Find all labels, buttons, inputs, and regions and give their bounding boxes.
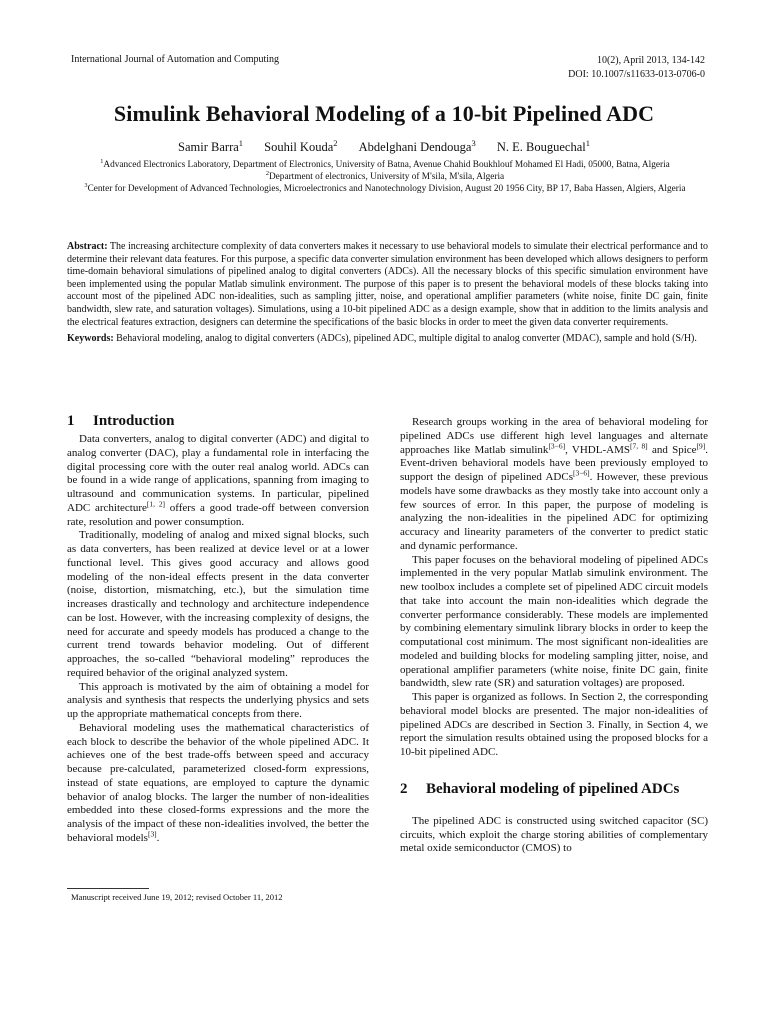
- issue-info: [568, 54, 705, 82]
- right-column: [400, 416, 708, 856]
- body-paragraph: Research groups working in the area of behavioral modeling for pipelined ADCs use different high level languages and alternate approaches like Matlab simulink[3−6], VHDL-AMS[7, 8] and Spice[9]. Event-driven behavioral models have been previously employed to support the design of pipelined ADCs[3−6]. However, these previous models have some drawbacks as they mostly take into account only a few sources of error. In this paper, the purpose of modeling is analyzing the non-idealities in the pipelined ADC for optimizing accuracy and linearity parameters of the converter to predict static and dynamic performance.: [400, 416, 708, 552]
- abstract-label: Abstract:: [67, 241, 108, 252]
- body-paragraph: This paper focuses on the behavioral modeling of pipelined ADCs implemented in the very popular Matlab simulink environment. The new toolbox includes a complete set of pipelined ADC circuit models that take into account the main non-idealities which degrade the converter performance considerably. These models are implemented by combining elementary simulink library blocks in order to keep the computational cost minimum. The most significant non-idealities are modeled and building blocks for modeling sampling jitter, noise, and operational amplifier parameters (white noise, finite DC gain, finite bandwidth, slew rate (SR) and saturation voltages) are proposed.: [400, 553, 708, 690]
- issue-volume: 10(2), April 2013, 134-142: [596, 55, 705, 66]
- abstract: [67, 241, 708, 329]
- author: Souhil Kouda$^2$: [264, 137, 338, 154]
- doi: DOI: 10.1007/s11633-013-0706-0: [568, 69, 705, 80]
- section-heading-introduction: 1 Introduction: [67, 413, 175, 429]
- intro-paragraph: Traditionally, modeling of analog and mixed signal blocks, such as data converters, has been realized at device level or at a lower functional level. This gives good accuracy and allows good modeling of the non-ideal effects present in the data converter (noise, distortion, mismatching, etc.), but the simulation time increases drastically and technology and architecture independence can be lost. However, with the increasing complexity of designs, the need for accurate and speedy models has produced a change to the current trend towards behavior modeling. Out of different approaches, the so-called “behavioral modeling” reproduces the required behavior of the original analyzed system.: [67, 529, 369, 679]
- affiliations: [80, 159, 690, 195]
- keywords: [67, 333, 708, 346]
- body-paragraph: The pipelined ADC is constructed using switched capacitor (SC) circuits, which exploit the charge storing abilities of complementary metal oxide semiconductor (CMOS) to: [400, 814, 708, 855]
- intro-paragraph: This approach is motivated by the aim of obtaining a model for analysis and synthesis that respects the underlying physics and sets up the appropriate mathematical concepts from there.: [67, 680, 369, 720]
- keywords-label: Keywords:: [67, 333, 114, 344]
- abstract-text: The increasing architecture complexity of data converters makes it necessary to use behavioral models to simulate their electrical performance and to determine their relevant data features. For this purpose, a specific data converter simulation environment has been developed which allows designers to perform time-domain behavioral simulations of pipelined analog to digital converters (ADCs). All the necessary blocks of this specific simulation environment have been implemented using the popular Matlab simulink environment. The purpose of this paper is to present the behavioral models of these blocks taking into account most of the pipelined ADC non-idealities, such as sampling jitter, noise, and operational amplifier parameters (white noise, finite DC gain, finite bandwidth, slew rate, and saturation voltages). Simulations, using a 10-bit pipelined ADC as a design example, show that in addition to the limits analysis and the electrical features extraction, designers can determine the specifications of the basic blocks in order to meet the given data converter requirements.: [67, 241, 708, 328]
- paper-title: Simulink Behavioral Modeling of a 10-bit Pipelined ADC: [113, 101, 655, 126]
- intro-paragraph: Data converters, analog to digital converter (ADC) and digital to analog converter (DAC), play a fundamental role in interfacing the digital processing core with the outer real analog world. ADCs can be found in a wide range of applications, spanning from imaging to ultrasound and communication systems. In particular, pipelined ADC architecture[1, 2] offers a good trade-off between conversion rate, resolution and power consumption.: [67, 433, 369, 528]
- author: Samir Barra$^1$: [178, 137, 244, 154]
- author: Abdelghani Dendouga$^3$: [358, 137, 476, 154]
- affiliation: $^2$Department of electronics, University of M'sila, M'sila, Algeria: [265, 169, 505, 182]
- section-heading-behavioral-modeling: 2 Behavioral modeling of pipelined ADCs: [400, 780, 680, 797]
- footnote-rule: [67, 888, 149, 889]
- body-paragraph: This paper is organized as follows. In Section 2, the corresponding behavioral model blocks are presented. The major non-idealities of pipelined ADCs are described in Section 3. Finally, in Section 4, we report the simulation results obtained using the proposed blocks for a 10-bit pipelined ADC.: [400, 691, 708, 758]
- footnote: Manuscript received June 19, 2012; revised October 11, 2012: [71, 892, 283, 902]
- journal-name: International Journal of Automation and Computing: [71, 54, 280, 65]
- left-column: [67, 412, 369, 846]
- intro-paragraph: Behavioral modeling uses the mathematical characteristics of each block to describe the behavior of the whole pipelined ADC. It achieves one of the best trade-offs between speed and accuracy because pre-calculated, parameterized closed-form expressions, instead of state equations, are employed to capture the dynamic behavior of analog blocks. The larger the number of non-idealities embedded into these closed-forms expressions and the more the analysis of the impact of these non-idealities involved, the better the behavioral models[3].: [67, 721, 369, 844]
- keywords-text: Behavioral modeling, analog to digital converters (ADCs), pipelined ADC, multiple digital to analog converter (MDAC), sample and hold (S/H).: [116, 333, 697, 344]
- author: N. E. Bouguechal$^1$: [496, 137, 590, 154]
- author-list: [0, 137, 768, 155]
- affiliation: $^3$Center for Development of Advanced Technologies, Microelectronics and Nanotechnology Division, August 20 1956 City, BP 17, Baba Hassen, Algiers, Algeria: [84, 181, 686, 194]
- affiliation: $^1$Advanced Electronics Laboratory, Department of Electronics, University of Batna, Avenue Chahid Boukhlouf Mohamed El Hadi, 05000, Batna, Algeria: [100, 157, 670, 170]
